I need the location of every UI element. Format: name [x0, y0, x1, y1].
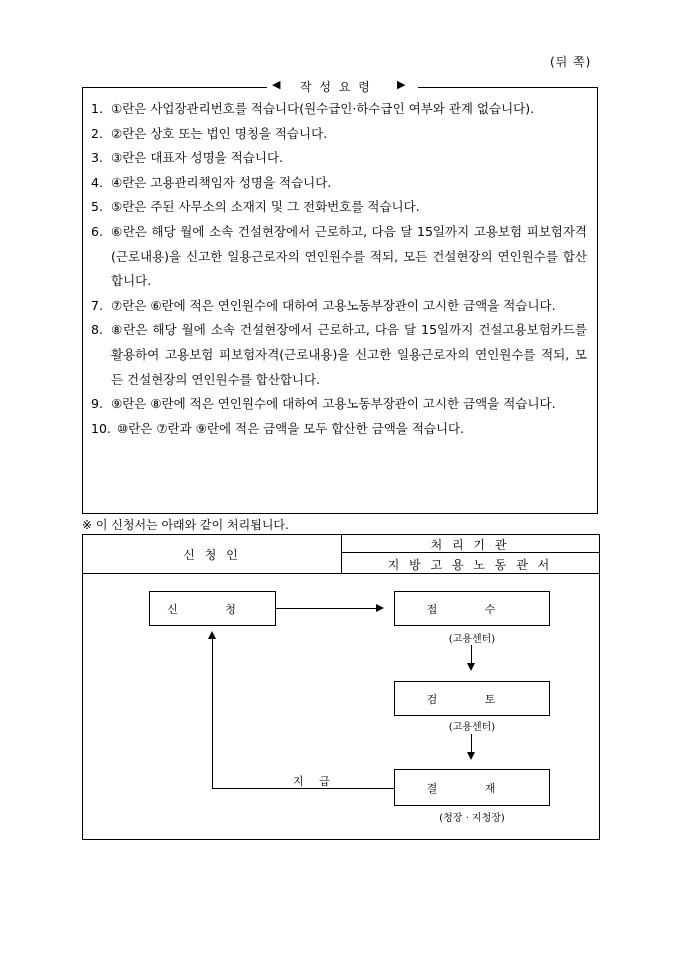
guide-item-text: ③란은 대표자 성명을 적습니다. — [111, 150, 284, 166]
guide-item-number: 3. — [91, 150, 103, 166]
guide-title: 작 성 요 령 — [300, 80, 372, 94]
guide-item — [91, 195, 587, 220]
arrow-right-icon — [376, 604, 384, 612]
receipt-to-review-line — [471, 645, 472, 663]
guide-item-text: ⑦란은 ⑥란에 적은 연인원수에 대하여 고용노동부장관이 고시한 금액을 적습니다. — [111, 297, 556, 313]
guide-item — [91, 392, 587, 417]
guide-item-number: 10. — [91, 420, 111, 436]
guide-item-number: 1. — [91, 101, 103, 116]
guide-item — [91, 97, 587, 122]
guide-item-text: ⑨란은 ⑧란에 적은 연인원수에 대하여 고용노동부장관이 고시한 금액을 적습니다. — [111, 396, 556, 412]
guide-item — [91, 171, 587, 196]
page-side-label: (뒤 쪽) — [550, 55, 592, 69]
apply-label: 신 청 — [167, 602, 258, 616]
guide-item — [91, 318, 587, 392]
applicant-header: 신 청 인 — [183, 548, 241, 562]
guide-item-text: ⑥란은 해당 월에 소속 건설현장에서 근로하고, 다음 달 15일까지 고용보험 피보험자격(근로내용)을 신고한 일용근로자의 연인원수를 적되, 모든 건설현장의 연인원수를 합산합니다. — [111, 223, 587, 289]
apply-to-receipt-line — [276, 608, 376, 609]
guide-list — [91, 97, 587, 441]
payment-return-line — [212, 639, 213, 788]
approval-dept: (청장 · 지청장) — [439, 813, 505, 824]
guide-box — [82, 87, 598, 514]
process-note: ※ 이 신청서는 아래와 같이 처리됩니다. — [82, 518, 289, 532]
guide-item-number: 4. — [91, 174, 103, 190]
review-dept: (고용센터) — [448, 722, 496, 733]
apply-box — [149, 591, 276, 626]
guide-item-text: ⑤란은 주된 사무소의 소재지 및 그 전화번호를 적습니다. — [111, 199, 420, 215]
guide-item — [91, 146, 587, 171]
guide-item — [91, 294, 587, 319]
guide-item-number: 9. — [91, 396, 103, 412]
left-triangle-icon: ◀ — [272, 78, 281, 91]
guide-item-number: 8. — [91, 322, 103, 338]
guide-item-number: 7. — [91, 297, 103, 313]
agency-header: 처 리 기 관 — [430, 538, 510, 552]
approval-label: 결 재 — [426, 781, 518, 795]
review-box — [394, 681, 550, 716]
receipt-dept: (고용센터) — [448, 634, 496, 645]
guide-item-number: 6. — [91, 223, 103, 239]
guide-item-text: ⑩란은 ⑦란과 ⑨란에 적은 금액을 모두 합산한 금액을 적습니다. — [117, 420, 465, 436]
process-flow-box — [82, 534, 600, 840]
guide-item — [91, 220, 587, 294]
payment-label: 지 급 — [293, 775, 336, 788]
guide-item-text: ①란은 사업장관리번호를 적습니다(원수급인·하수급인 여부와 관계 없습니다). — [111, 101, 535, 116]
agency-sub-header: 지 방 고 용 노 동 관 서 — [387, 558, 553, 572]
arrow-up-icon — [208, 631, 216, 639]
guide-item — [91, 122, 587, 147]
review-to-approval-line — [471, 734, 472, 752]
guide-item-text: ⑧란은 해당 월에 소속 건설현장에서 근로하고, 다음 달 15일까지 건설고용보험카드를 활용하여 고용보험 피보험자격(근로내용)을 신고한 일용근로자의 연인원수를 적되, 모든 건설현장의 연인원수를 합산합니다. — [111, 322, 587, 387]
guide-item-text: ②란은 상호 또는 법인 명칭을 적습니다. — [111, 125, 328, 141]
guide-item-number: 2. — [91, 125, 103, 141]
review-label: 검 토 — [426, 692, 518, 706]
header-bottom-divider — [83, 573, 599, 574]
receipt-box — [394, 591, 550, 626]
guide-item — [91, 417, 587, 442]
guide-item-text: ④란은 고용관리책임자 성명을 적습니다. — [111, 174, 332, 190]
arrow-down-icon — [467, 752, 475, 760]
arrow-down-icon — [467, 663, 475, 671]
right-triangle-icon: ▶ — [397, 78, 406, 91]
guide-item-number: 5. — [91, 199, 103, 215]
approval-box — [394, 769, 550, 806]
receipt-label: 접 수 — [426, 602, 518, 616]
